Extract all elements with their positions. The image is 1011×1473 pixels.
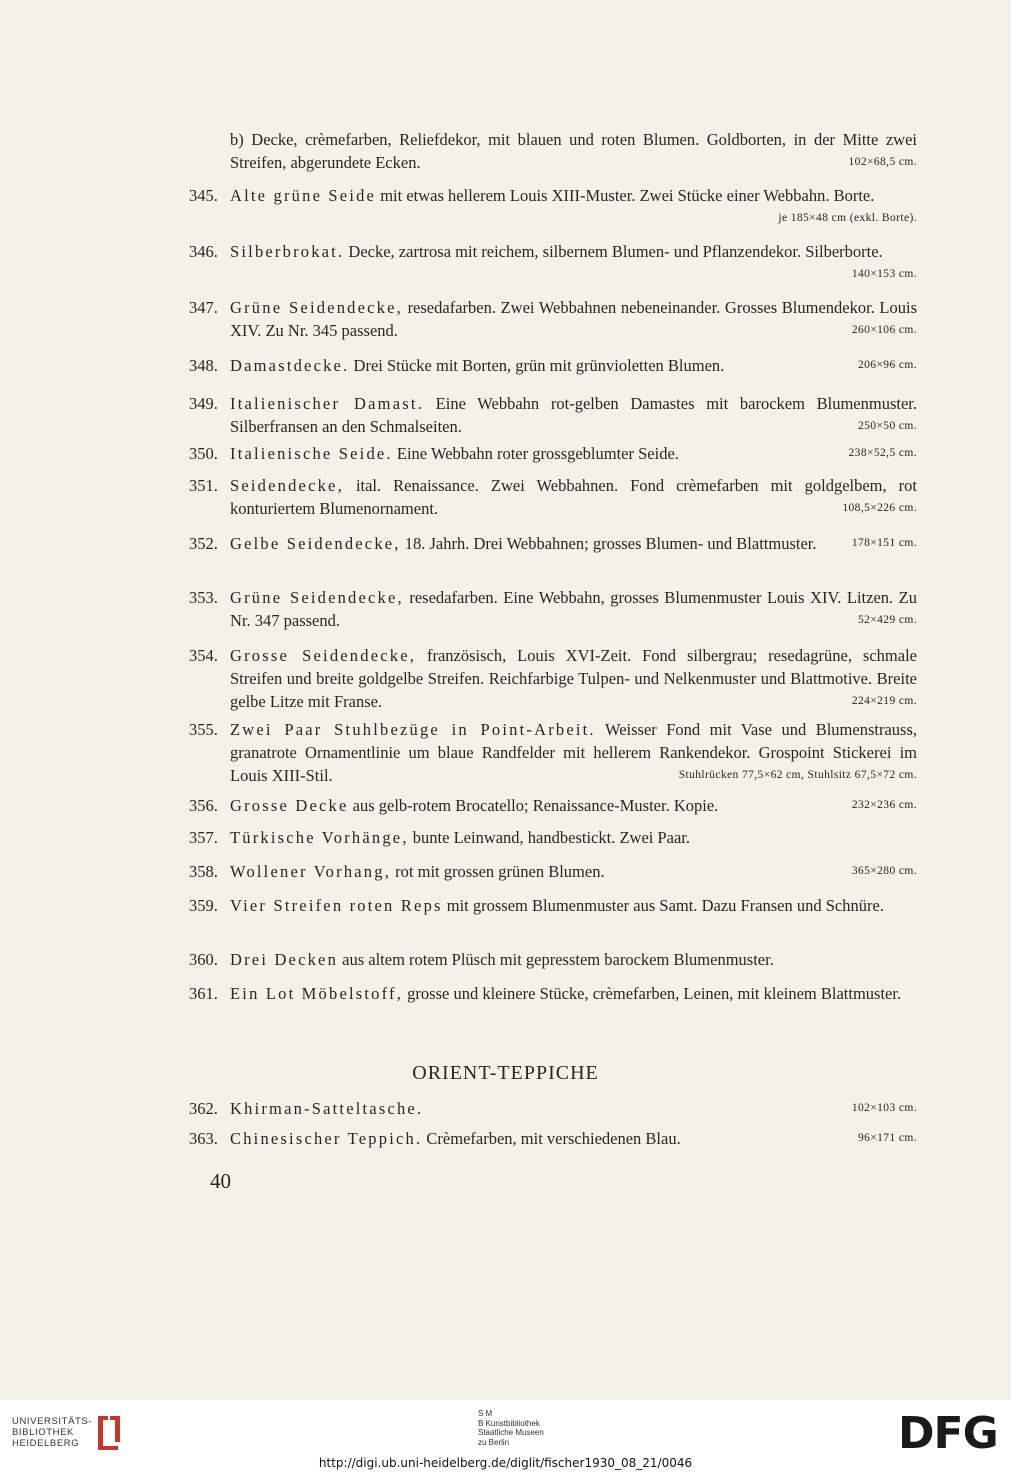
entry-title: Zwei Paar Stuhlbezüge in Point-Arbeit. bbox=[230, 720, 596, 739]
entry-text: b) Decke, crèmefarben, Reliefdekor, mit blauen und roten Blumen. Goldborten, in der Mitte zwei Streifen, abgerundete Ecken. bbox=[230, 130, 917, 172]
catalog-entry bbox=[189, 718, 917, 787]
entry-text: mit etwas hellerem Louis XIII-Muster. Zwei Stücke einer Webbahn. Borte. bbox=[376, 186, 875, 205]
entry-dimensions: 224×219 cm. bbox=[851, 695, 917, 707]
entry-text: ital. Renaissance. Zwei Webbahnen. Fond crèmefarben mit goldgelbem, rot konturiertem Blumenornament. bbox=[230, 476, 917, 518]
entry-title: Silberbrokat. bbox=[230, 242, 345, 261]
entry-number: 349. bbox=[189, 394, 218, 413]
entry-number: 355. bbox=[189, 720, 218, 739]
entry-dimensions: 365×280 cm. bbox=[851, 865, 917, 877]
entry-number: 346. bbox=[189, 242, 218, 261]
entry-number: 359. bbox=[189, 896, 218, 915]
catalog-entry bbox=[189, 296, 917, 342]
logo-line: UNIVERSITÄTS- bbox=[12, 1416, 93, 1427]
entry-dimensions: 238×52,5 cm. bbox=[848, 447, 917, 459]
catalog-entry bbox=[189, 948, 917, 971]
catalog-entry bbox=[189, 1097, 917, 1120]
entry-number: 347. bbox=[189, 298, 218, 317]
catalog-entry bbox=[189, 392, 917, 438]
entry-dimensions: 96×171 cm. bbox=[857, 1132, 917, 1144]
entry-number: 348. bbox=[189, 356, 218, 375]
entry-text: Drei Stücke mit Borten, grün mit grünvioletten Blumen. bbox=[349, 356, 725, 375]
catalog-entry bbox=[189, 474, 917, 520]
entry-title: Wollener Vorhang, bbox=[230, 862, 392, 881]
entry-title: Grüne Seidendecke, bbox=[230, 588, 404, 607]
catalog-entry bbox=[189, 860, 917, 883]
entry-dimensions: 140×153 cm. bbox=[851, 268, 917, 280]
entry-dimensions: Stuhlrücken 77,5×62 cm, Stuhlsitz 67,5×72 cm. bbox=[678, 769, 917, 781]
dfg-logo: DFG bbox=[898, 1408, 998, 1459]
logo-line: S M bbox=[478, 1409, 493, 1418]
logo-line: zu Berlin bbox=[478, 1437, 510, 1447]
entry-title: Seidendecke, bbox=[230, 476, 344, 495]
entry-number: 345. bbox=[189, 186, 218, 205]
entry-number: 356. bbox=[189, 796, 218, 815]
catalog-entry bbox=[189, 982, 917, 1005]
source-url-link[interactable]: http://digi.ub.uni-heidelberg.de/diglit/fischer1930_08_21/0046 bbox=[318, 1456, 693, 1470]
entry-text: französisch, Louis XVI-Zeit. Fond silbergrau; resedagrüne, schmale Streifen und breite goldgelbe Streifen. Reichfarbige Tulpen- und Nelkenmuster und Blattmotive. Breite gelbe Litze mit Franse. bbox=[230, 646, 917, 711]
catalog-entry bbox=[189, 644, 917, 713]
logo-line: B Kunstbibliothek bbox=[478, 1418, 540, 1428]
entry-title: Alte grüne Seide bbox=[230, 186, 377, 205]
entry-title: Türkische Vorhänge, bbox=[230, 828, 409, 847]
entry-text: Eine Webbahn roter grossgeblumter Seide. bbox=[392, 444, 679, 463]
entry-dimensions: 108,5×226 cm. bbox=[842, 502, 917, 514]
entry-text: resedafarben. Zwei Webbahnen nebeneinander. Grosses Blumendekor. Louis XIV. Zu Nr. 345 passend. bbox=[230, 298, 917, 340]
entry-number: 363. bbox=[189, 1129, 218, 1148]
entry-text: Decke, zartrosa mit reichem, silbernem Blumen- und Pflanzendekor. Silberborte. bbox=[344, 242, 883, 261]
entry-number: 353. bbox=[189, 588, 218, 607]
logo-line: Staatliche Museen bbox=[478, 1428, 544, 1437]
catalog-entry bbox=[189, 794, 917, 817]
entry-title: Khirman-Satteltasche. bbox=[230, 1099, 424, 1118]
entry-text: aus altem rotem Plüsch mit gepresstem barockem Blumenmuster. bbox=[338, 950, 774, 969]
entry-title: Drei Decken bbox=[230, 950, 339, 969]
entry-title: Grosse Seidendecke, bbox=[230, 646, 417, 665]
entry-number: 357. bbox=[189, 828, 218, 847]
entry-dimensions: je 185×48 cm (exkl. Borte). bbox=[778, 212, 917, 224]
entry-text: aus gelb-rotem Brocatello; Renaissance-Muster. Kopie. bbox=[348, 796, 719, 815]
entry-number: 360. bbox=[189, 950, 218, 969]
entry-dimensions: 232×236 cm. bbox=[851, 799, 917, 811]
entry-number: 351. bbox=[189, 476, 218, 495]
entry-number: 354. bbox=[189, 646, 218, 665]
page-number: 40 bbox=[210, 1169, 231, 1193]
entry-title: Damastdecke. bbox=[230, 356, 350, 375]
catalog-entry bbox=[189, 128, 917, 174]
catalog-entry bbox=[189, 354, 917, 377]
entry-title: Gelbe Seidendecke, bbox=[230, 534, 401, 553]
entry-title: Italienischer Damast. bbox=[230, 394, 424, 413]
entry-text: resedafarben. Eine Webbahn, grosses Blumenmuster Louis XIV. Litzen. Zu Nr. 347 passend. bbox=[230, 588, 917, 630]
entry-title: Grosse Decke bbox=[230, 796, 349, 815]
catalog-entry bbox=[189, 184, 917, 230]
entry-dimensions: 178×151 cm. bbox=[851, 537, 917, 549]
section-heading: ORIENT-TEPPICHE bbox=[412, 1062, 599, 1084]
entry-title: Chinesischer Teppich. bbox=[230, 1129, 423, 1148]
entry-text: grosse und kleinere Stücke, crèmefarben, Leinen, mit kleinem Blattmuster. bbox=[403, 984, 902, 1003]
entry-text: Eine Webbahn rot-gelben Damastes mit barockem Blumenmuster. Silberfransen an den Schmalseiten. bbox=[230, 394, 917, 436]
entry-text: 18. Jahrh. Drei Webbahnen; grosses Blumen- und Blattmuster. bbox=[400, 534, 817, 553]
logo-line: HEIDELBERG bbox=[12, 1438, 80, 1449]
entry-number: 350. bbox=[189, 444, 218, 463]
entry-title: Grüne Seidendecke, bbox=[230, 298, 403, 317]
catalog-entry bbox=[189, 240, 917, 286]
entry-text: Crèmefarben, mit verschiedenen Blau. bbox=[422, 1129, 681, 1148]
entry-dimensions: 102×103 cm. bbox=[851, 1102, 917, 1114]
entry-title: Italienische Seide. bbox=[230, 444, 393, 463]
entry-title: Vier Streifen roten Reps bbox=[230, 896, 443, 915]
entry-title: Ein Lot Möbelstoff, bbox=[230, 984, 404, 1003]
entry-dimensions: 52×429 cm. bbox=[857, 614, 917, 626]
entry-dimensions: 250×50 cm. bbox=[857, 420, 917, 432]
entry-number: 362. bbox=[189, 1099, 218, 1118]
ub-emblem-icon bbox=[94, 1412, 124, 1452]
catalog-entry bbox=[189, 442, 917, 465]
catalog-entry bbox=[189, 894, 917, 917]
catalog-entry bbox=[189, 532, 917, 555]
entry-text: bunte Leinwand, handbestickt. Zwei Paar. bbox=[408, 828, 691, 847]
catalog-entry bbox=[189, 1127, 917, 1150]
logo-line: BIBLIOTHEK bbox=[12, 1427, 74, 1438]
entry-text: mit grossem Blumenmuster aus Samt. Dazu Fransen und Schnüre. bbox=[442, 896, 884, 915]
ub-heidelberg-logo bbox=[12, 1416, 92, 1449]
entry-number: 358. bbox=[189, 862, 218, 881]
catalog-entry bbox=[189, 586, 917, 632]
entry-text: Weisser Fond mit Vase und Blumenstrauss, granatrote Ornamentlinie um blaue Randfelder mit hellerem Rankendekor. Grospoint Stickerei im Louis XIII-Stil. bbox=[230, 720, 917, 785]
entry-number: 352. bbox=[189, 534, 218, 553]
entry-dimensions: 260×106 cm. bbox=[851, 324, 917, 336]
catalog-entry bbox=[189, 826, 917, 849]
entry-dimensions: 102×68,5 cm. bbox=[848, 156, 917, 168]
entry-text: rot mit grossen grünen Blumen. bbox=[391, 862, 605, 881]
smb-logo bbox=[478, 1409, 544, 1447]
entry-dimensions: 206×96 cm. bbox=[857, 359, 917, 371]
entry-number: 361. bbox=[189, 984, 218, 1003]
